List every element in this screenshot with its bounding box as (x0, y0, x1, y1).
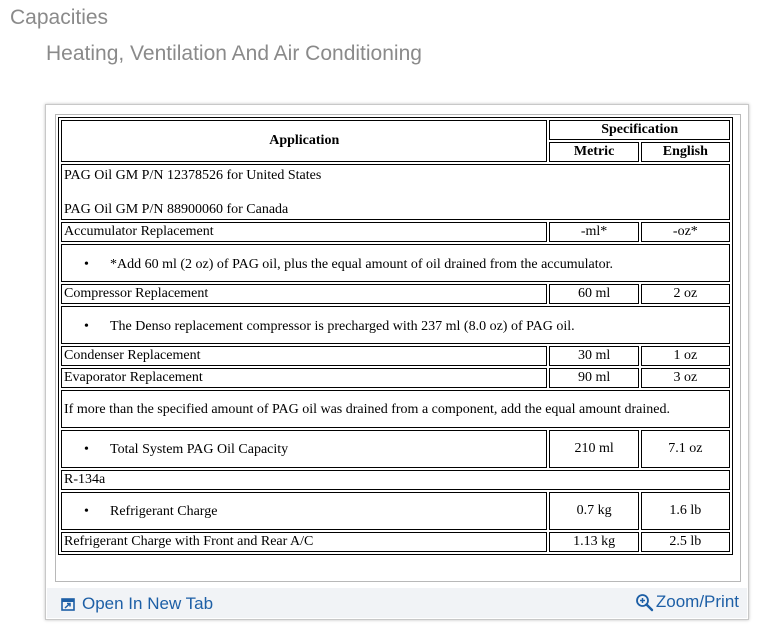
header-english: English (641, 142, 730, 162)
capacities-table (58, 117, 733, 555)
refrigerant-charge-english: 1.6 lb (641, 492, 730, 530)
table-row (61, 532, 730, 552)
open-in-new-tab-link[interactable] (61, 594, 213, 614)
header-specification: Specification (549, 120, 730, 140)
table-row (61, 430, 730, 468)
condenser-label: Condenser Replacement (61, 346, 547, 366)
total-system-cell (61, 430, 547, 468)
accumulator-note-text: *Add 60 ml (2 oz) of PAG oil, plus the equal amount of oil drained from the accumulator. (110, 257, 613, 272)
bullet-icon: • (84, 319, 89, 334)
pag-oil-part-numbers (61, 164, 730, 220)
table-row (61, 346, 730, 366)
refrigerant-type: R-134a (61, 470, 730, 490)
capacities-panel (45, 104, 749, 620)
section-subtitle: Heating, Ventilation And Air Conditioning (46, 42, 422, 65)
table-row (61, 222, 730, 242)
refrigerant-front-rear-label: Refrigerant Charge with Front and Rear A/C (61, 532, 547, 552)
drained-note: If more than the specified amount of PAG oil was drained from a component, add the equal amount drained. (61, 390, 730, 428)
condenser-english: 1 oz (641, 346, 730, 366)
total-system-label: Total System PAG Oil Capacity (110, 442, 289, 457)
compressor-label: Compressor Replacement (61, 284, 547, 304)
document-viewer (55, 114, 741, 582)
condenser-metric: 30 ml (549, 346, 638, 366)
bullet-icon: • (84, 442, 89, 457)
compressor-metric: 60 ml (549, 284, 638, 304)
evaporator-label: Evaporator Replacement (61, 368, 547, 388)
header-application: Application (61, 120, 547, 162)
refrigerant-charge-label: Refrigerant Charge (110, 504, 218, 519)
refrigerant-front-rear-english: 2.5 lb (641, 532, 730, 552)
accumulator-english: -oz* (641, 222, 730, 242)
accumulator-label: Accumulator Replacement (61, 222, 547, 242)
refrigerant-charge-metric: 0.7 kg (549, 492, 638, 530)
table-row (61, 368, 730, 388)
zoom-magnifier-icon (635, 593, 654, 612)
panel-footer (47, 588, 747, 618)
accumulator-metric: -ml* (549, 222, 638, 242)
table-row (61, 492, 730, 530)
pag-oil-canada: PAG Oil GM P/N 88900060 for Canada (64, 202, 289, 217)
evaporator-english: 3 oz (641, 368, 730, 388)
table-row (61, 284, 730, 304)
total-system-metric: 210 ml (549, 430, 638, 468)
total-system-english: 7.1 oz (641, 430, 730, 468)
refrigerant-front-rear-metric: 1.13 kg (549, 532, 638, 552)
evaporator-metric: 90 ml (549, 368, 638, 388)
compressor-note-text: The Denso replacement compressor is precharged with 237 ml (8.0 oz) of PAG oil. (110, 319, 575, 334)
bullet-icon: • (84, 504, 89, 519)
compressor-english: 2 oz (641, 284, 730, 304)
open-in-new-tab-icon (61, 598, 75, 611)
bullet-icon: • (84, 257, 89, 272)
zoom-print-label: Zoom/Print (655, 592, 739, 611)
compressor-note (61, 306, 730, 344)
pag-oil-us: PAG Oil GM P/N 12378526 for United States (64, 168, 322, 183)
open-in-new-tab-label: Open In New Tab (82, 594, 214, 613)
zoom-print-link[interactable] (635, 592, 739, 612)
accumulator-note (61, 244, 730, 282)
refrigerant-charge-cell (61, 492, 547, 530)
header-metric: Metric (549, 142, 638, 162)
page-title: Capacities (10, 6, 109, 29)
